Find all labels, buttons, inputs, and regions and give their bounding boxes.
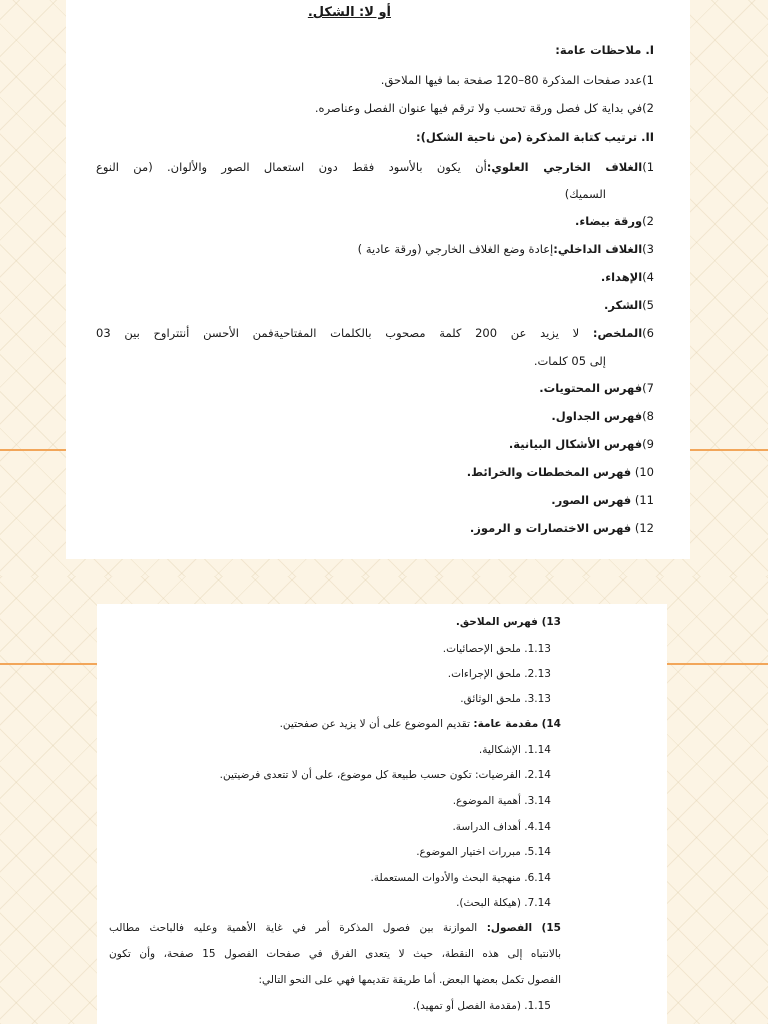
item-number: 10) [634, 465, 654, 479]
item-label: فهرس الاختصارات و الرموز. [469, 521, 632, 535]
item-label: فهرس المخططات والخرائط. [466, 465, 632, 479]
section-1-title: ملاحظات عامة: [555, 43, 642, 57]
sub-item-14-6: 6.14. منهجية البحث والأدوات المستعملة. [370, 872, 551, 884]
slide-2-accent-line-right [667, 663, 768, 665]
section-2-title: ترتيب كتابة المذكرة (من ناحية الشكل): [416, 130, 638, 144]
sub-item-14-4: 4.14. أهداف الدراسة. [452, 821, 551, 833]
item-number: 11) [634, 493, 654, 507]
item-number: 14) [541, 718, 561, 730]
list-item-12 [470, 521, 654, 535]
list-item-8 [551, 409, 654, 423]
list-item-14 [280, 718, 561, 730]
item-number: 2) [642, 214, 654, 228]
item-number: 5) [642, 298, 654, 312]
list-item-7 [539, 381, 654, 395]
section-2-heading [416, 130, 654, 144]
item-label: الشكر. [603, 298, 643, 312]
slide-2-accent-line-left [0, 663, 97, 665]
item-text: تقديم الموضوع على أن لا يزيد عن صفحتين. [279, 718, 471, 730]
item-number: 15) [541, 922, 561, 934]
sub-item-13-1: 1.13. ملحق الإحصائيات. [442, 643, 551, 655]
item-label: فهرس الملاحق. [455, 616, 538, 628]
item-label: الفصول: [486, 922, 533, 934]
item-number: 4) [642, 270, 654, 284]
list-item-9 [509, 437, 654, 451]
section-1-number: I. [645, 43, 654, 57]
list-item-4 [601, 270, 654, 284]
list-item-6 [96, 326, 654, 340]
item-number: 12) [634, 521, 654, 535]
list-item-2 [575, 214, 654, 228]
item-label: الغلاف الداخلي: [553, 242, 643, 256]
list-item-3 [358, 242, 654, 256]
item-text: الموازنة بين فصول المذكرة أمر في غاية الأهمية وعليه فالباحث مطالب [109, 922, 478, 934]
item-number: 7) [642, 381, 654, 395]
sub-item-15-1: 1.15. (مقدمة الفصل أو تمهيد). [412, 1000, 551, 1012]
item-number: 1) [642, 160, 655, 174]
item-number: 6) [642, 326, 654, 340]
slide-1-accent-line-right [690, 449, 768, 451]
item-text: أن يكون بالأسود فقط دون استعمال الصور والألوان. (من النوع [96, 160, 487, 174]
section-2-number: II. [641, 130, 654, 144]
slide-1-document [66, 0, 690, 559]
list-item-15 [109, 922, 561, 934]
sub-item-14-7: 7.14. (هيكلة البحث). [456, 897, 551, 909]
list-item-5 [604, 298, 654, 312]
item-label: الغلاف الخارجي العلوي: [486, 160, 643, 174]
list-item-15-line-3: الفصول تكمل بعضها البعض. أما طريقة تقديمها فهي على النحو التالي: [258, 974, 561, 986]
list-item-1-continuation: السميك) [564, 187, 606, 201]
item-number: 3) [642, 242, 654, 256]
note-1: 1)عدد صفحات المذكرة 80–120 صفحة بما فيها الملاحق. [380, 73, 654, 87]
list-item-11 [551, 493, 654, 507]
sub-item-14-1: 1.14. الإشكالية. [478, 744, 551, 756]
document-title: أو لا: الشكل. [307, 5, 391, 20]
sub-item-14-2: 2.14. الفرضيات: تكون حسب طبيعة كل موضوع، على أن لا تتعدى فرضيتين. [219, 769, 551, 781]
section-1-heading [555, 43, 654, 57]
item-number: 9) [642, 437, 654, 451]
item-label: الملخص: [592, 326, 643, 340]
list-item-10 [467, 465, 654, 479]
sub-item-14-3: 3.14. أهمية الموضوع. [452, 795, 551, 807]
note-2: 2)في بداية كل فصل ورقة تحسب ولا ترقم فيها عنوان الفصل وعناصره. [314, 101, 654, 115]
list-item-1 [96, 160, 654, 174]
item-text: لا يزيد عن 200 كلمة مصحوب بالكلمات المفتاحيةفمن الأحسن أنتتراوح بين 03 [96, 326, 580, 340]
item-label: مقدمة عامة: [473, 718, 539, 730]
item-label: فهرس الجداول. [551, 409, 643, 423]
sub-item-13-2: 2.13. ملحق الإجراءات. [447, 668, 551, 680]
sub-item-14-5: 5.14. مبررات اختيار الموضوع. [416, 846, 551, 858]
item-label: فهرس الصور. [551, 493, 632, 507]
list-item-6-continuation: إلى 05 كلمات. [533, 354, 606, 368]
item-number: 8) [642, 409, 654, 423]
slide-2-document [97, 604, 667, 1024]
item-label: الإهداء. [600, 270, 643, 284]
item-text: إعادة وضع الغلاف الخارجي (ورقة عادية ) [357, 242, 554, 256]
item-number: 13) [541, 616, 561, 628]
slide-1-accent-line-left [0, 449, 66, 451]
sub-item-13-3: 3.13. ملحق الوثائق. [460, 693, 551, 705]
item-label: ورقة بيضاء. [574, 214, 643, 228]
list-item-13 [456, 616, 561, 628]
item-label: فهرس المحتويات. [539, 381, 643, 395]
list-item-15-line-2: بالانتباه إلى هذه النقطة، حيث لا يتعدى الفرق في صفحات الفصول 15 صفحة، وأن تكون [109, 948, 562, 960]
item-label: فهرس الأشكال البيانية. [508, 437, 643, 451]
